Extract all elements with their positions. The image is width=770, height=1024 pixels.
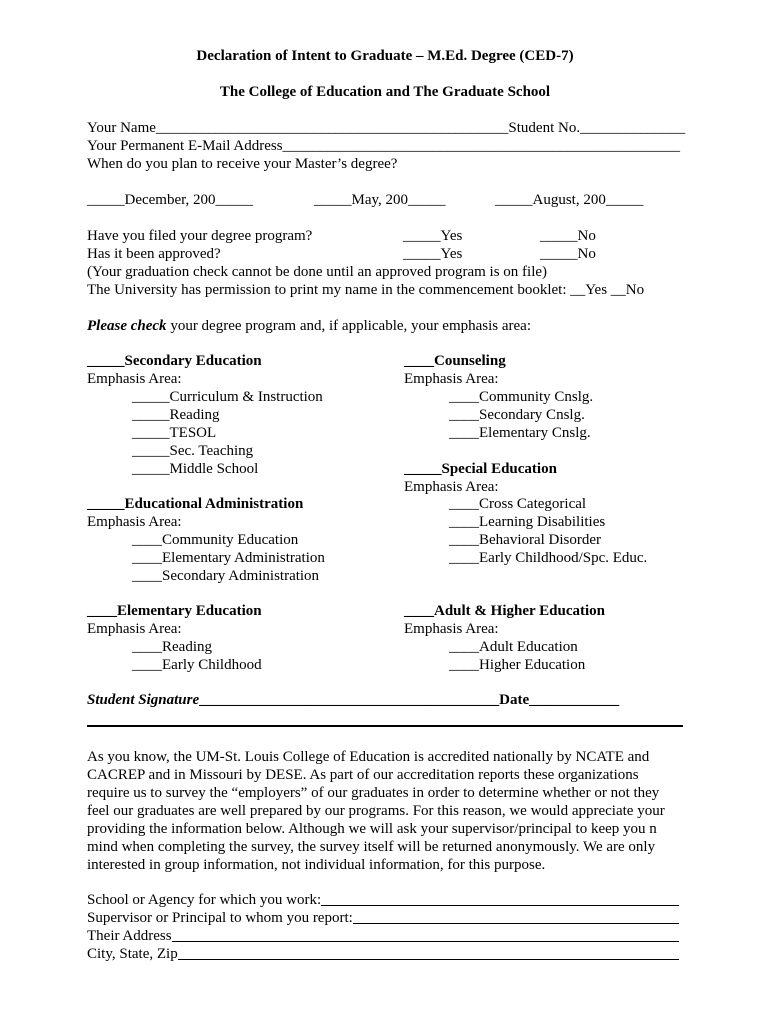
date-label: Date [499,692,530,708]
option-sec-teaching[interactable]: _____Sec. Teaching [132,443,254,459]
filed-question: Have you filed your degree program? [87,228,313,244]
city-field[interactable] [178,945,679,960]
form-title: Declaration of Intent to Graduate – M.Ed. Degree (CED-7) [196,48,574,64]
signature-field[interactable]: ________________________________________ [199,692,500,708]
emphasis-label: Emphasis Area: [404,621,499,637]
city-row [87,945,679,963]
program-elementary[interactable]: ____Elementary Education [87,603,262,619]
filed-no[interactable]: _____No [540,228,596,244]
program-counseling[interactable]: ____Counseling [404,353,506,369]
date-field[interactable]: ____________ [529,692,620,708]
option-secondary-admin[interactable]: ____Secondary Administration [132,568,320,584]
option-behavioral-disorder[interactable]: ____Behavioral Disorder [449,532,602,548]
check-bold: Please check [87,318,167,334]
option-elementary-admin[interactable]: ____Elementary Administration [132,550,325,566]
survey-line: feel our graduates are well prepared by our programs. For this reason, we would appreciate your [87,803,665,819]
name-row [87,119,685,137]
survey-line: CACREP and in Missouri by DESE. As part of our accreditation reports these organizations [87,767,639,783]
form-subtitle: The College of Education and The Graduate School [219,84,551,100]
program-secondary[interactable]: _____Secondary Education [87,353,262,369]
survey-line: interested in group information, not individual information, for this purpose. [87,857,546,873]
student-no-field[interactable]: ______________ [580,120,686,136]
check-rest: your degree program and, if applicable, your emphasis area: [166,318,532,334]
survey-line: require us to survey the “employers” of our graduates in order to determine whether or not they [87,785,660,801]
school-label: School or Agency for which you work: [87,892,322,908]
option-higher-education[interactable]: ____Higher Education [449,657,586,673]
address-field[interactable] [172,927,679,942]
email-field[interactable]: _____________________________________________________ [282,138,681,154]
school-field[interactable] [321,891,679,906]
option-early-childhood[interactable]: ____Early Childhood [132,657,262,673]
signature-label: Student Signature [87,692,200,708]
signature-row [87,691,619,709]
section-divider [87,725,683,727]
name-label: Your Name [87,120,156,136]
check-instruction [87,317,531,335]
option-cross-categorical[interactable]: ____Cross Categorical [449,496,587,512]
approved-yes[interactable]: _____Yes [403,246,463,262]
program-special[interactable]: _____Special Education [404,461,557,477]
permission-line[interactable]: The University has permission to print my name in the commencement booklet: __Yes __No [87,282,645,298]
term-august[interactable]: _____August, 200_____ [495,192,644,208]
program-admin[interactable]: _____Educational Administration [87,496,304,512]
option-elem-reading[interactable]: ____Reading [132,639,212,655]
survey-line: providing the information below. Although we will ask your supervisor/principal to keep you n [87,821,657,837]
approved-question: Has it been approved? [87,246,221,262]
option-learning-disabilities[interactable]: ____Learning Disabilities [449,514,606,530]
student-no-label: Student No. [508,120,581,136]
survey-line: As you know, the UM-St. Louis College of Education is accredited nationally by NCATE and [87,749,650,765]
approved-no[interactable]: _____No [540,246,596,262]
name-field[interactable]: _______________________________________________ [155,120,509,136]
supervisor-field[interactable] [353,909,679,924]
term-may[interactable]: _____May, 200_____ [314,192,446,208]
when-question: When do you plan to receive your Master’s degree? [87,156,398,172]
program-note: (Your graduation check cannot be done until an approved program is on file) [87,264,548,280]
emphasis-label: Emphasis Area: [87,621,182,637]
emphasis-label: Emphasis Area: [404,371,499,387]
email-label: Your Permanent E-Mail Address [87,138,283,154]
supervisor-row [87,909,679,927]
supervisor-label: Supervisor or Principal to whom you report: [87,910,353,926]
option-community-education[interactable]: ____Community Education [132,532,299,548]
option-adult-education[interactable]: ____Adult Education [449,639,578,655]
emphasis-label: Emphasis Area: [87,514,182,530]
option-reading[interactable]: _____Reading [132,407,220,423]
option-community-cnslg[interactable]: ____Community Cnslg. [449,389,594,405]
emphasis-label: Emphasis Area: [404,479,499,495]
survey-line: mind when completing the survey, the survey itself will be returned anonymously. We are only [87,839,656,855]
emphasis-label: Emphasis Area: [87,371,182,387]
option-elementary-cnslg[interactable]: ____Elementary Cnslg. [449,425,591,441]
option-curriculum[interactable]: _____Curriculum & Instruction [132,389,323,405]
program-adult[interactable]: ____Adult & Higher Education [404,603,605,619]
option-tesol[interactable]: _____TESOL [132,425,217,441]
option-middle-school[interactable]: _____Middle School [132,461,259,477]
city-label: City, State, Zip [87,946,178,962]
option-early-childhood-spc[interactable]: ____Early Childhood/Spc. Educ. [449,550,648,566]
email-row [87,137,680,155]
address-row [87,927,679,945]
school-row [87,891,679,909]
filed-yes[interactable]: _____Yes [403,228,463,244]
option-secondary-cnslg[interactable]: ____Secondary Cnslg. [449,407,585,423]
term-december[interactable]: _____December, 200_____ [87,192,254,208]
address-label: Their Address [87,928,172,944]
